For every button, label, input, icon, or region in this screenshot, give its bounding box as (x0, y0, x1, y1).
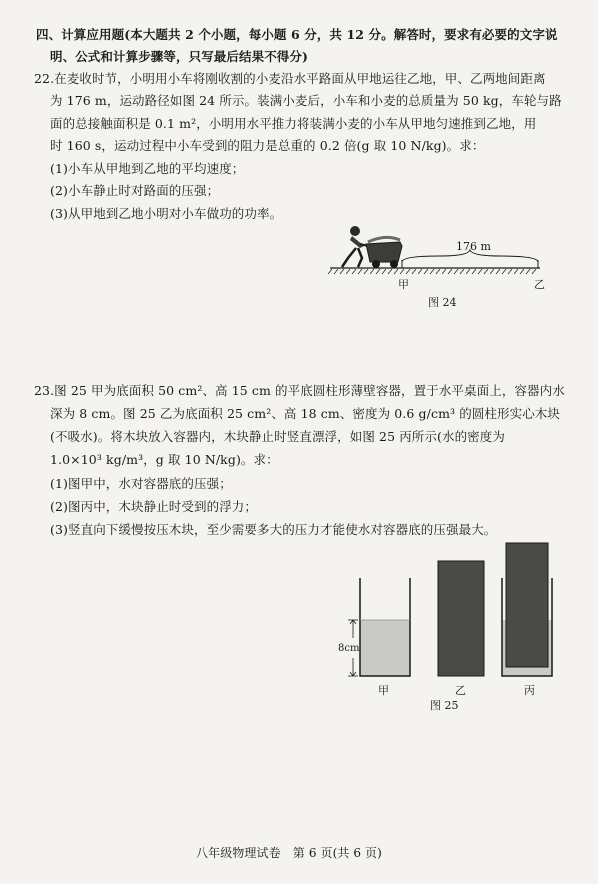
section-title-line2: 明、公式和计算步骤等，只写最后结果不得分) (50, 49, 309, 64)
q22-line-4: 时 160 s，运动过程中小车受到的阻力是总重的 0.2 倍(g 取 10 N/kg)。求： (50, 138, 485, 153)
q23-subq-1: (1)图甲中，水对容器底的压强； (50, 476, 232, 491)
wood-block (438, 561, 484, 676)
q23-subq-3: (3)竖直向下缓慢按压木块，至少需要多大的压力才能使水对容器底的压强最大。 (50, 522, 497, 537)
q23-line-1: 23.图 25 甲为底面积 50 cm²、高 15 cm 的平底圆柱形薄壁容器，置于水平桌面上，容器内水 (34, 383, 565, 398)
q22-line-2: 为 176 m，运动路径如图 24 所示。装满小麦后，小车和小麦的总质量为 50 kg，车轮与路 (50, 93, 562, 108)
section-title-line1: 四、计算应用题(本大题共 2 个小题，每小题 6 分，共 12 分。解答时，要求有必要的文字说 (36, 27, 558, 42)
q22-subq-3: (3)从甲地到乙地小明对小车做功的功率。 (50, 206, 283, 221)
figure-25-label-b: 乙 (455, 684, 466, 697)
q23-line-4: 1.0×10³ kg/m³，g 取 10 N/kg)。求： (50, 452, 279, 467)
figure-24 (330, 222, 550, 292)
q23-line-2: 深为 8 cm。图 25 乙为底面积 25 cm²、高 18 cm、密度为 0.6 g/cm³ 的圆柱形实心木块 (50, 406, 561, 421)
figure-24-caption: 图 24 (428, 296, 457, 309)
distance-label: 176 m (456, 240, 491, 253)
q23-line-3: (不吸水)。将木块放入容器内，木块静止时竖直漂浮，如图 25 丙所示(水的密度为 (50, 429, 505, 444)
figure-25-caption: 图 25 (430, 699, 459, 712)
q22-subq-2: (2)小车静止时对路面的压强； (50, 183, 220, 198)
figure-25-label-c: 丙 (524, 684, 535, 697)
container-c (502, 543, 552, 676)
figure-25 (330, 540, 570, 680)
q23-subq-2: (2)图丙中，木块静止时受到的浮力； (50, 499, 258, 514)
q22-line-1: 22.在麦收时节，小明用小车将刚收割的小麦沿水平路面从甲地运往乙地，甲、乙两地间距离 (34, 71, 546, 86)
figure-25-label-a: 甲 (378, 684, 389, 697)
person-pushing-cart-illustration (342, 226, 402, 268)
q22-subq-1: (1)小车从甲地到乙地的平均速度； (50, 161, 245, 176)
end-point-label: 乙 (534, 278, 545, 291)
depth-label: 8cm (338, 643, 360, 654)
q22-line-3: 面的总接触面积是 0.1 m²，小明用水平推力将装满小麦的小车从甲地匀速推到乙地，用 (50, 116, 537, 131)
page-footer: 八年级物理试卷 第 6 页(共 6 页) (196, 846, 382, 860)
start-point-label: 甲 (398, 278, 409, 291)
container-a (360, 578, 410, 676)
